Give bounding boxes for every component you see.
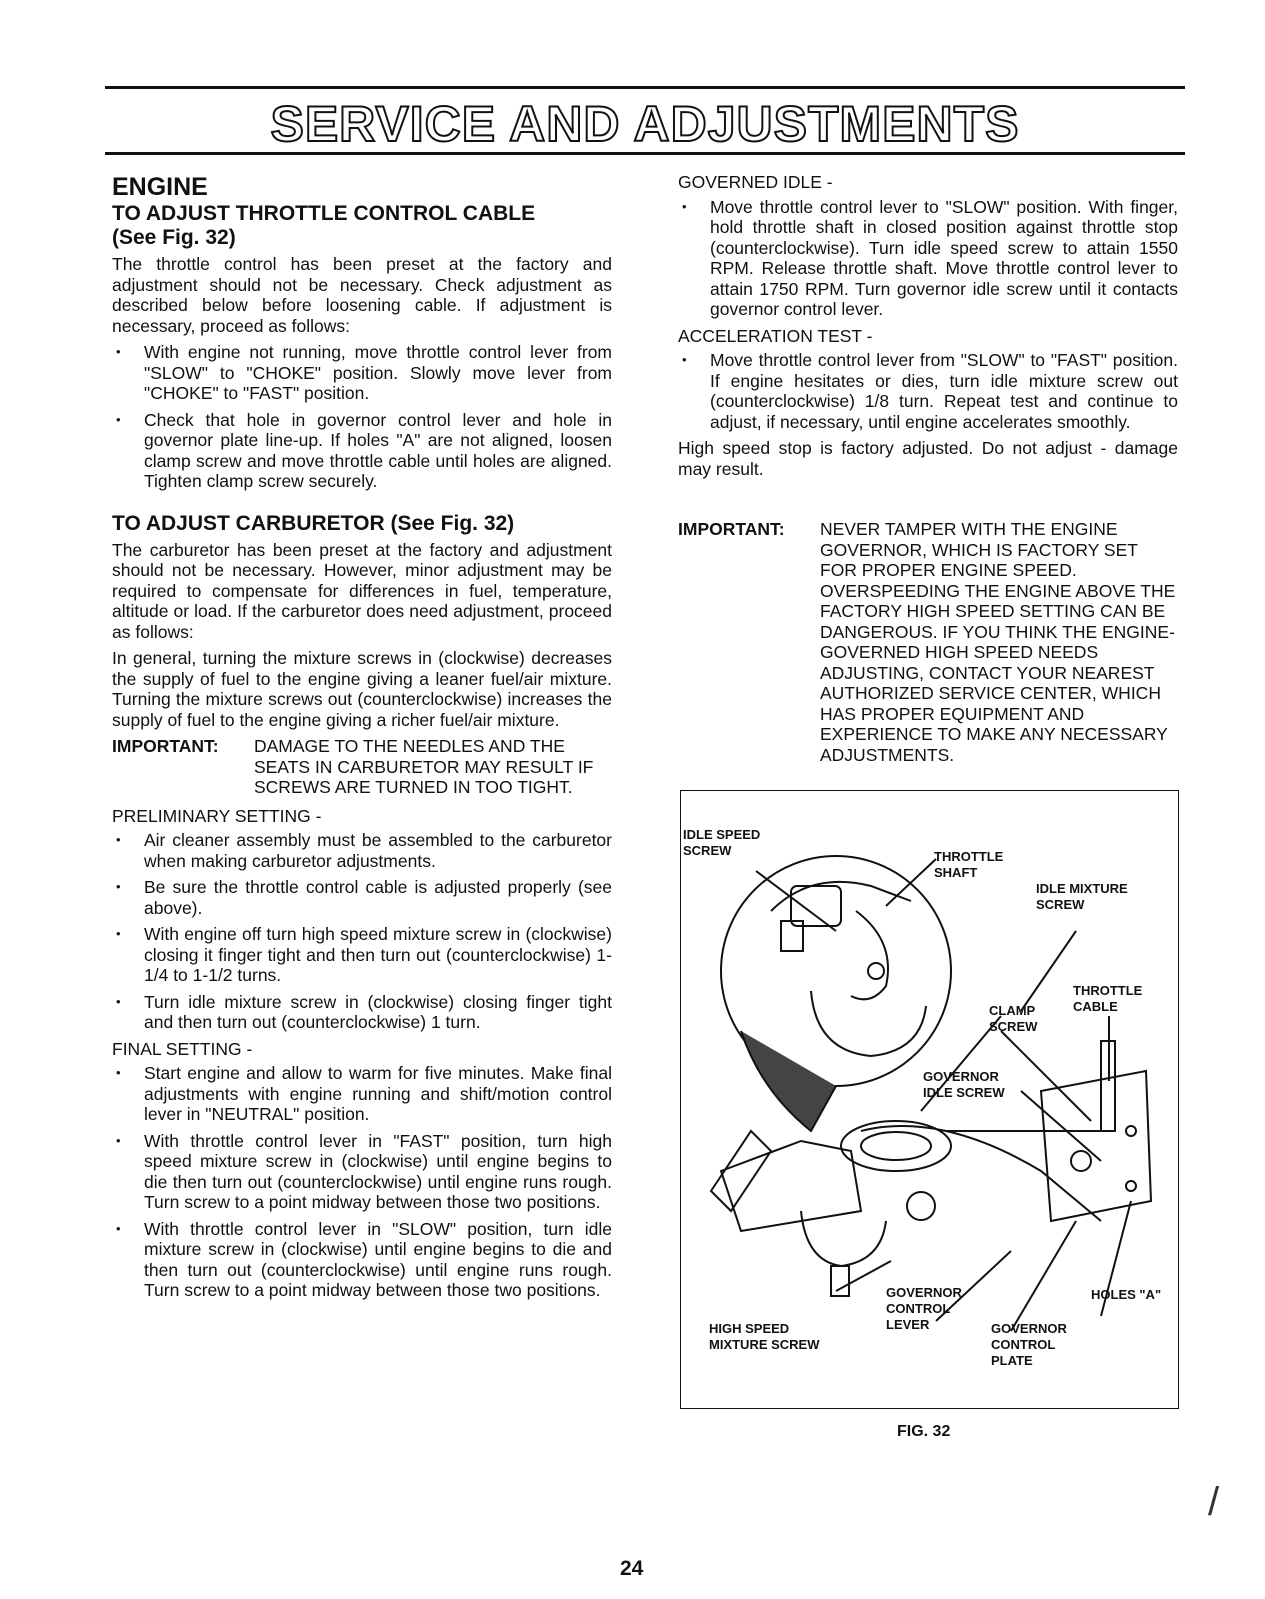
leader-throttle-shaft — [886, 859, 936, 906]
list-item: • Be sure the throttle control cable is adjusted properly (see above). — [112, 877, 612, 918]
acceleration-steps — [678, 350, 1178, 432]
label-governor-control-plate — [991, 1321, 1067, 1369]
hole-a-shape — [1126, 1126, 1136, 1136]
carburetor-heading: TO ADJUST CARBURETOR (See Fig. 32) — [112, 511, 515, 535]
list-item: • Air cleaner assembly must be assembled to the carburetor when making carburetor adjustments. — [112, 830, 612, 871]
governor-link — [861, 1126, 1101, 1221]
important-label: IMPORTANT: — [112, 736, 219, 756]
label-line: SCREW — [1036, 897, 1085, 912]
label-line: SHAFT — [934, 865, 978, 880]
leader-governor-idle — [1021, 1091, 1101, 1161]
section-heading: ENGINE — [112, 173, 208, 201]
page-number: 24 — [620, 1557, 644, 1580]
detail-pointer — [741, 1031, 836, 1131]
list-item: • Turn idle mixture screw in (clockwise) closing finger tight and then turn out (counterclockwise) 1 turn. — [112, 992, 612, 1033]
list-item: • Check that hole in governor control lever and hole in governor plate line-up. If holes "A" are not aligned, loosen clamp screw and move throttle cable until holes are aligned. Tighten clamp screw securely. — [112, 410, 612, 492]
hole-b-shape — [1126, 1181, 1136, 1191]
label-line: SCREW — [989, 1019, 1038, 1034]
label-line: THROTTLE — [934, 849, 1004, 864]
governor-idle-screw-shape — [907, 1192, 935, 1220]
right-column — [678, 172, 1178, 773]
figure-caption: FIG. 32 — [897, 1423, 951, 1440]
lever-pivot — [868, 963, 884, 979]
important-text: DAMAGE TO THE NEEDLES AND THE SEATS IN CARBURETOR MAY RESULT IF SCREWS ARE TURNED IN TOO TIGHT. — [254, 736, 594, 797]
label-line: CLAMP — [989, 1003, 1036, 1018]
list-item: • With engine not running, move throttle control lever from "SLOW" to "CHOKE" position. Slowly move lever from "CHOKE" to "FAST" position. — [112, 342, 612, 404]
throttle-steps — [112, 342, 612, 492]
label-throttle-cable — [1073, 983, 1142, 1015]
list-item: • With engine off turn high speed mixture screw in (clockwise) closing it finger tight and then turn out (counterclockwise) 1-1/4 to 1-1/2 turns. — [112, 924, 612, 986]
label-line: MIXTURE SCREW — [709, 1337, 820, 1352]
preliminary-label: PRELIMINARY SETTING - — [112, 805, 322, 826]
label-idle-speed — [683, 827, 760, 859]
label-line: GOVERNOR — [886, 1285, 962, 1300]
air-horn-inner — [861, 1132, 931, 1160]
label-line: IDLE SPEED — [683, 827, 761, 842]
margin-mark: / — [1208, 1480, 1220, 1524]
leader-clamp-screw — [1001, 1031, 1091, 1121]
top-rule — [105, 86, 1185, 89]
final-label: FINAL SETTING - — [112, 1038, 253, 1059]
label-line: LEVER — [886, 1317, 930, 1332]
label-clamp-screw — [989, 1003, 1037, 1035]
label-idle-mixture — [1036, 881, 1128, 913]
leader-gov-plate — [1011, 1221, 1076, 1331]
throttle-lever — [851, 911, 888, 999]
important-text: NEVER TAMPER WITH THE ENGINE GOVERNOR, WHICH IS FACTORY SET FOR PROPER ENGINE SPEED. OVERSPEEDING THE ENGINE ABOVE THE FACTORY HIGH SPEED SETTING CAN BE DANGEROUS. IF YOU THINK THE ENGINE-GOVERNED HIGH SPEED NEEDS ADJUSTING, CONTACT YOUR NEAREST AUTHORIZED SERVICE CENTER, WHICH HAS PROPER EQUIPMENT AND EXPERIENCE TO MAKE ANY NECESSARY ADJUSTMENTS. — [820, 519, 1176, 765]
carburetor-important — [112, 736, 612, 798]
bottom-rule — [105, 152, 1185, 155]
governed-idle-label: GOVERNED IDLE - — [678, 172, 833, 192]
label-line: THROTTLE — [1073, 983, 1143, 998]
label-holes-a: HOLES "A" — [1091, 1287, 1162, 1302]
governor-important — [678, 519, 1178, 765]
throttle-intro: The throttle control has been preset at the factory and adjustment should not be necessary. Check adjustment as described below before loosening cable. If adjustment is necessary, proceed as follows: — [112, 254, 612, 336]
list-item: • With throttle control lever in "FAST" position, turn high speed mixture screw in (clockwise) until engine begins to die then turn out (counterclockwise) until engine runs rough. Turn screw to a point midway between those two positions. — [112, 1131, 612, 1213]
label-line: SCREW — [683, 843, 732, 858]
label-governor-idle-screw — [923, 1069, 1005, 1101]
throttle-heading: TO ADJUST THROTTLE CONTROL CABLE — [112, 202, 536, 225]
label-line: CONTROL — [886, 1301, 951, 1316]
throttle-subheading: (See Fig. 32) — [112, 226, 236, 249]
high-speed-screw-shape — [831, 1266, 849, 1296]
final-steps — [112, 1063, 612, 1301]
important-label: IMPORTANT: — [678, 519, 785, 539]
governed-idle-steps — [678, 197, 1178, 320]
high-speed-note: High speed stop is factory adjusted. Do not adjust - damage may result. — [678, 438, 1178, 479]
label-line: PLATE — [991, 1353, 1033, 1368]
list-item: • Move throttle control lever from "SLOW" to "FAST" position. If engine hesitates or dies, turn idle mixture screw out (counterclockwise) 1/8 turn. Repeat test and continue to adjust, if necessary, until engine accelerates smoothly. — [678, 350, 1178, 432]
label-line: CONTROL — [991, 1337, 1056, 1352]
label-high-speed-mixture — [709, 1321, 820, 1353]
governor-plate — [1041, 1071, 1151, 1221]
list-item: • With throttle control lever in "SLOW" position, turn idle mixture screw in (clockwise) until engine begins to die and then turn out (counterclockwise) until engine runs rough. Turn screw to a point midway between those two positions. — [112, 1219, 612, 1301]
preliminary-steps — [112, 830, 612, 1033]
carburetor-p1: The carburetor has been preset at the factory and adjustment should not be necessary. However, minor adjustment may be required to compensate for differences in fuel, temperature, altitude or load. If the carburetor does need adjustment, proceed as follows: — [112, 539, 612, 642]
list-item: • Start engine and allow to warm for five minutes. Make final adjustments with engine running and shift/motion control lever in "NEUTRAL" position. — [112, 1063, 612, 1125]
label-throttle-shaft — [934, 849, 1003, 881]
label-line: GOVERNOR — [923, 1069, 999, 1084]
acceleration-label: ACCELERATION TEST - — [678, 325, 873, 346]
list-item: • Move throttle control lever to "SLOW" position. With finger, hold throttle shaft in closed position against throttle stop (counterclockwise). Turn idle speed screw to attain 1550 RPM. Release throttle shaft. Move throttle control lever to attain 1750 RPM. Turn governor idle screw until it contacts governor control lever. — [678, 197, 1178, 320]
left-column — [112, 172, 612, 1307]
label-line: HIGH SPEED — [709, 1321, 790, 1336]
carburetor-p2: In general, turning the mixture screws in (clockwise) decreases the supply of fuel to the engine giving a leaner fuel/air mixture. Turning the mixture screws out (counterclockwise) increases the supply of fuel to the engine giving a richer fuel/air mixture. — [112, 648, 612, 730]
label-governor-control-lever — [886, 1285, 962, 1333]
figure-32 — [680, 790, 1179, 1409]
page-title: SERVICE AND ADJUSTMENTS — [270, 96, 1020, 152]
label-line: CABLE — [1073, 999, 1118, 1014]
leader-idle-mixture — [1021, 931, 1076, 1011]
label-line: GOVERNOR — [991, 1321, 1067, 1336]
clamp-screw-shape — [1071, 1151, 1091, 1171]
label-line: IDLE MIXTURE — [1036, 881, 1128, 896]
carb-body — [721, 1141, 861, 1231]
label-line: IDLE SCREW — [923, 1085, 1005, 1100]
bowl-outline — [811, 991, 926, 1056]
